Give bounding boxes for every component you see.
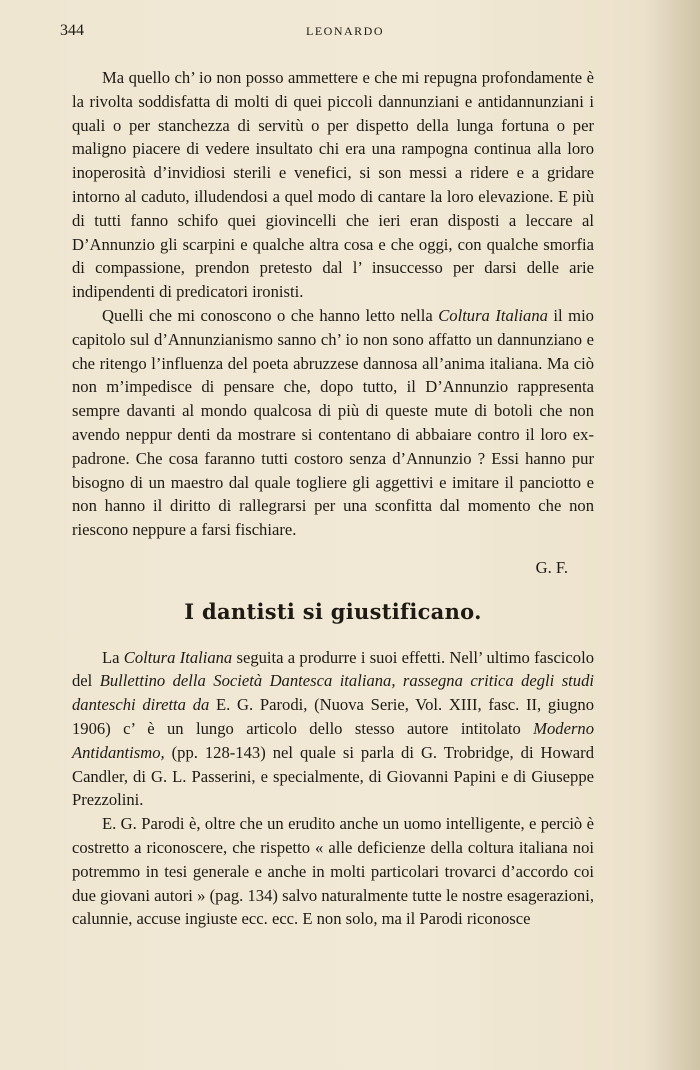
italic-text: Moderno Antidantismo,: [72, 718, 594, 762]
italic-text: Coltura Italiana: [438, 305, 548, 325]
paragraph: [72, 66, 594, 304]
text-run: E. G. Parodi è, oltre che un erudito anche un uomo intelligente, e perciò è costretto a riconoscere, che rispetto « alle deficienze della coltura italiana noi potremmo in tesi generale e anche in molti particolari trovarci d’accordo coi due giovani autori » (pag. 134) salvo naturalmente tutte le nostre esagerazioni, calunnie, accuse ingiuste ecc. ecc. E non solo, ma il Parodi riconosce: [72, 814, 594, 929]
text-run: Quelli che mi conoscono o che hanno letto nella: [102, 305, 439, 325]
page-number: 344: [60, 22, 84, 39]
paragraph: [72, 646, 594, 813]
author-signature: G. F.: [535, 557, 568, 577]
text-run: La: [102, 647, 124, 667]
text-run: Ma quello ch’ io non posso ammettere e che mi repugna profondamente è la rivolta soddisfatta di molti di quei piccoli dannunziani e antidannunziani i quali o per stanchezza di servitù o per dispetto della lunga fortuna o per maligno piacere di vedere insultato chi era una rampogna continua alla loro inoperosità d’invidiosi sterili e venefici, si son messi a ridere e a gridare intorno al caduto, illudendosi a quel modo di cantare la loro elevazione. E più di tutti fanno schifo quei giovincelli che ieri eran disposti a leccare al D’Annunzio gli scarpini e qualche altra cosa e che oggi, con qualche smorfia di compassione, prendon pretesto dal l’ insuccesso per darsi delle arie indipendenti di predicatori ironisti.: [72, 68, 594, 302]
text-run: E. G. Parodi, (Nuova Serie, Vol. XIII, fasc. II, giugno 1906) c’ è un lungo articolo dello stesso autore intitolato: [72, 695, 594, 738]
body-text: [72, 66, 594, 931]
italic-text: Coltura Italiana: [123, 647, 233, 667]
paragraph: [72, 304, 594, 542]
running-head: LEONARDO: [306, 24, 384, 38]
page-header: [60, 22, 630, 40]
opening-paragraphs: [72, 66, 594, 542]
section-heading: I dantisti si giustificano.: [184, 598, 482, 624]
text-run: (pp. 128-143) nel quale si parla di G. Trobridge, di Howard Candler, di G. L. Passerini, e specialmente, di Giovanni Papini e di Giuseppe Prezzolini.: [72, 742, 594, 810]
text-run: seguita a produrre i suoi effetti. Nell’ ultimo fascicolo del: [72, 647, 594, 691]
italic-text: Bullettino della Società Dantesca italiana, rassegna critica degli studi danteschi diretta da: [72, 671, 594, 715]
text-run: il mio capitolo sul d’Annunzianismo sanno ch’ io non sono affatto un dannunziano e che ritengo l’influenza del poeta abruzzese dannosa all’anima italiana. Ma ciò non m’impedisce di pensare che, dopo tutto, il D’Annunzio rappresenta sempre davanti al mondo qualcosa di più di queste mute di botoli che non avendo neppur denti da mostrare si contentano di abbaiare contro il loro ex-padrone. Che cosa faranno tutti costoro senza d’Annunzio ? Essi hanno pur bisogno di un maestro dal quale togliere gli aggettivi e imitare il panciotto e non hanno il diritto di rallegrarsi per una sconfitta dal momento che non riescono neppure a farsi fischiare.: [72, 305, 594, 540]
paragraph: [72, 812, 594, 931]
section-paragraphs: [72, 646, 594, 932]
